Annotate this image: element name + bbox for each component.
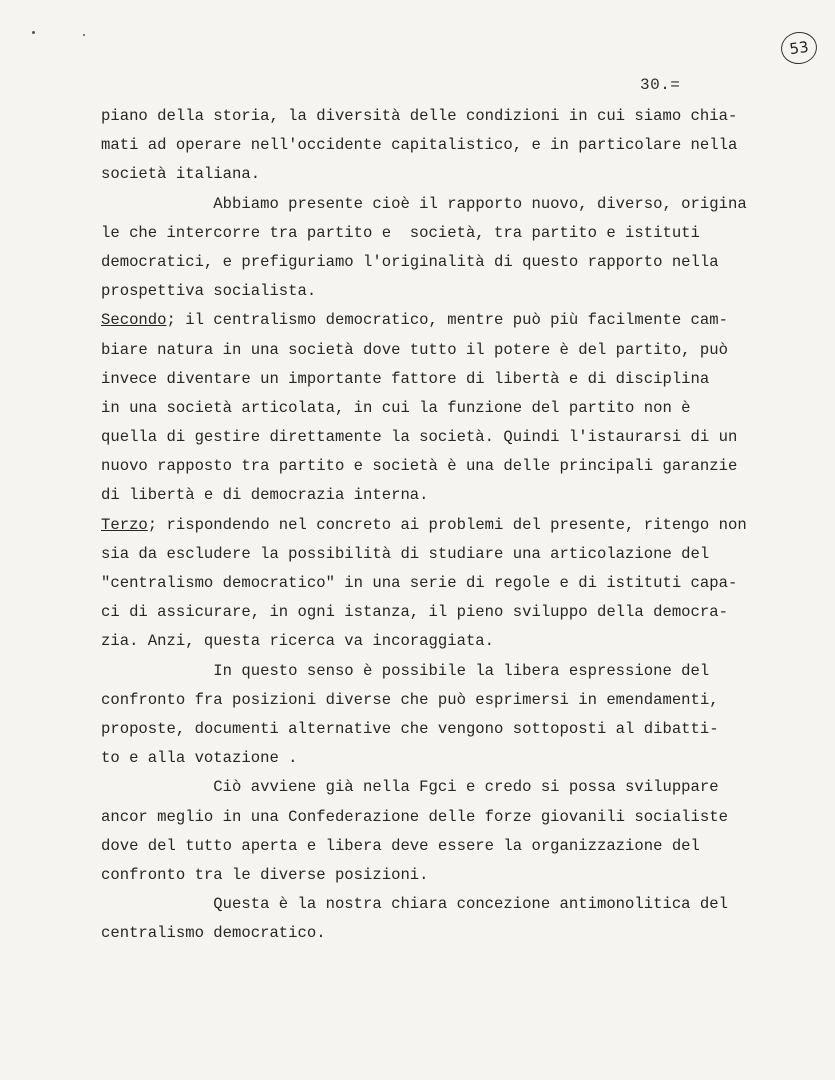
line-text: "centralismo democratico" in una serie di regole e di istituti capa- [101, 574, 738, 592]
line-text: nuovo rapposto tra partito e società è una delle principali garanzie [101, 457, 738, 476]
line-text: confronto fra posizioni diverse che può esprimersi in emendamenti, [101, 690, 719, 709]
line-text: prospettiva socialista. [101, 282, 317, 301]
line-text: biare natura in una società dove tutto il potere è del partito, può [101, 340, 728, 359]
line-text: mati ad operare nell'occidente capitalistico, e in particolare nella [101, 136, 738, 155]
stamp-number: 53 [788, 37, 810, 59]
line-text: centralismo democratico. [101, 924, 326, 943]
text-line [101, 890, 761, 919]
line-text: invece diventare un importante fattore di libertà e di disciplina [101, 369, 710, 388]
line-text: di libertà e di democrazia interna. [101, 486, 429, 505]
text-line [101, 423, 761, 452]
text-line [101, 861, 761, 890]
text-line [101, 394, 761, 423]
line-text: proposte, documenti alternative che vengono sottoposti al dibatti- [101, 719, 719, 738]
text-line [101, 102, 761, 131]
text-line [101, 190, 761, 219]
line-text: dove del tutto aperta e libera deve essere la organizzazione del [101, 836, 700, 855]
text-line [101, 131, 761, 160]
line-text: in una società articolata, in cui la funzione del partito non è [101, 398, 691, 417]
text-line [101, 306, 761, 335]
text-line [101, 540, 761, 569]
text-line [101, 832, 761, 861]
underlined-heading: Terzo [101, 515, 148, 534]
body-text [101, 102, 761, 948]
text-line [101, 219, 761, 248]
text-line [101, 248, 761, 277]
page-number: 30.= [640, 76, 681, 94]
text-line [101, 715, 761, 744]
line-text: sia da escludere la possibilità di studiare una articolazione del [101, 544, 710, 563]
text-line [101, 365, 761, 394]
line-text: ; rispondendo nel concreto ai problemi del presente, ritengo non [147, 515, 747, 534]
underlined-heading: Secondo [101, 311, 167, 330]
text-line [101, 336, 761, 365]
text-line [101, 803, 761, 832]
line-text: Abbiamo presente cioè il rapporto nuovo, diverso, origina [213, 194, 747, 213]
line-text: In questo senso è possibile la libera espressione del [213, 661, 710, 680]
text-line [101, 627, 761, 656]
line-text: to e alla votazione . [101, 749, 298, 768]
speck [83, 34, 85, 36]
line-text: piano della storia, la diversità delle condizioni in cui siamo chia- [101, 107, 738, 125]
line-text: democratici, e prefiguriamo l'originalità di questo rapporto nella [101, 252, 719, 271]
text-line [101, 657, 761, 686]
line-text: Questa è la nostra chiara concezione antimonolitica del [213, 895, 728, 914]
text-line [101, 452, 761, 481]
line-text: le che intercorre tra partito e società, tra partito e istituti [101, 223, 700, 242]
text-line [101, 598, 761, 627]
line-text: confronto tra le diverse posizioni. [101, 865, 429, 884]
line-text: società italiana. [101, 165, 261, 184]
indent [101, 895, 213, 913]
text-line [101, 481, 761, 510]
speck [32, 31, 35, 34]
line-text: Ciò avviene già nella Fgci e credo si possa sviluppare [213, 778, 719, 797]
line-text: quella di gestire direttamente la società. Quindi l'istaurarsi di un [101, 428, 738, 447]
line-text: zia. Anzi, questa ricerca va incoraggiata. [101, 632, 495, 651]
indent [101, 662, 213, 680]
text-line [101, 511, 761, 540]
indent [101, 195, 213, 213]
text-line [101, 160, 761, 189]
text-line [101, 744, 761, 773]
indent [101, 778, 213, 796]
text-line [101, 686, 761, 715]
line-text: ancor meglio in una Confederazione delle forze giovanili socialiste [101, 807, 728, 826]
text-line [101, 773, 761, 802]
text-line [101, 919, 761, 948]
line-text: ; il centralismo democratico, mentre può più facilmente cam- [166, 311, 728, 330]
line-text: ci di assicurare, in ogni istanza, il pieno sviluppo della democra- [101, 603, 728, 622]
archive-stamp [779, 30, 819, 67]
text-line [101, 569, 761, 598]
text-line [101, 277, 761, 306]
